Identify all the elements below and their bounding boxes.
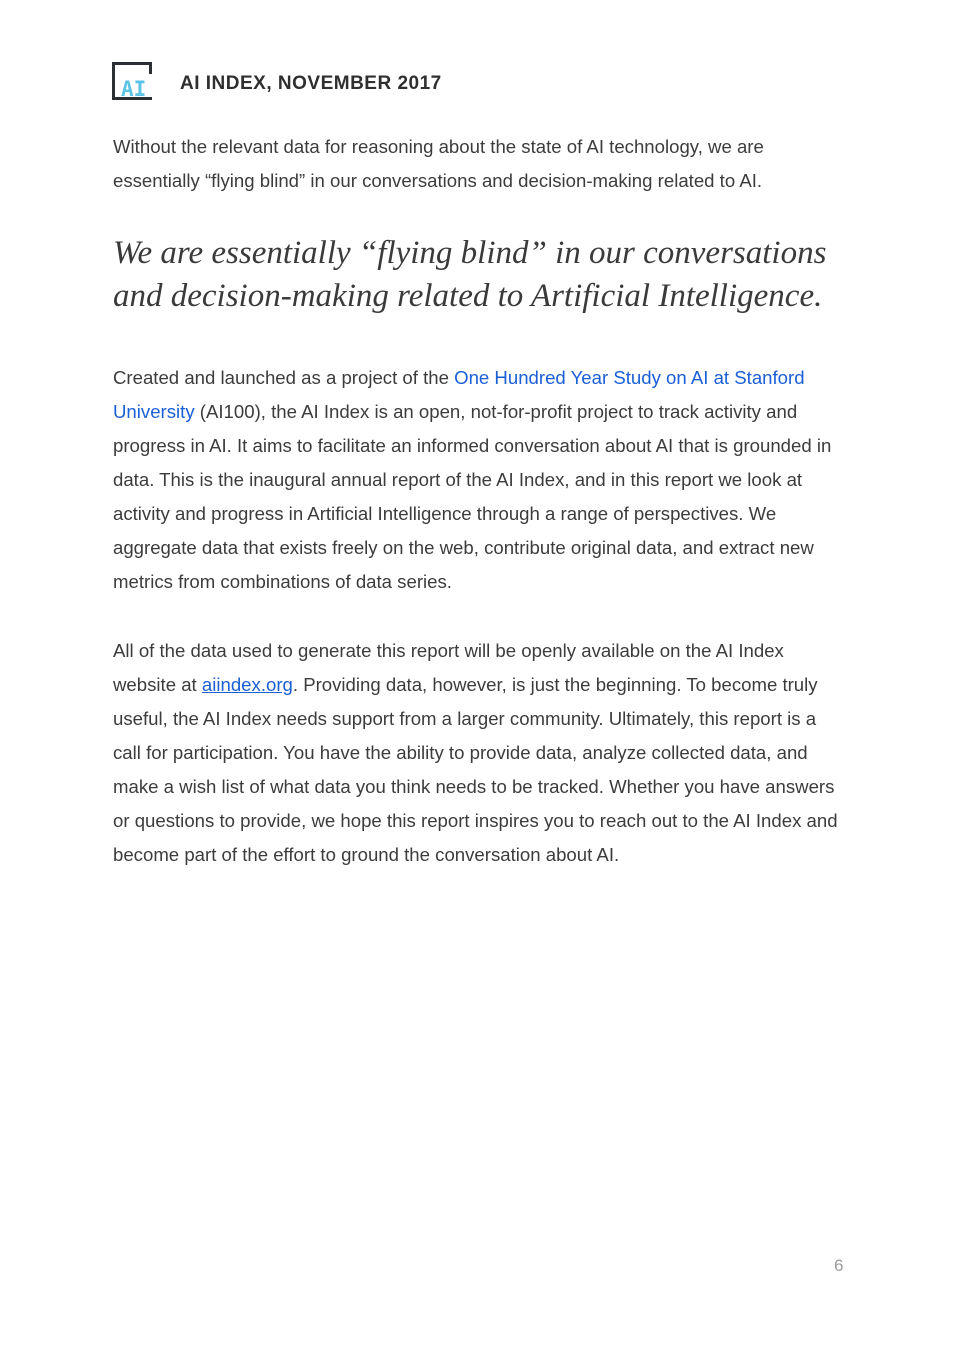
body-paragraph-ai100 [113,361,848,599]
logo-frame-corner [149,62,152,74]
paragraph-text: All of the data used to generate this report will be openly available on the AI Index website at [113,640,784,695]
paragraph-text: (AI100), the AI Index is an open, not-for-profit project to track activity and progress in AI. It aims to facilitate an informed conversation about AI that is grounded in data. This is the inaugural annual report of the AI Index, and in this report we look at activity and progress in Artificial Intelligence through a range of perspectives. We aggregate data that exists freely on the web, contribute original data, and extract new metrics from combinations of data series. [113,401,832,592]
aiindex-website-link[interactable]: aiindex.org [201,674,293,695]
body-paragraph-participation [113,634,848,872]
pull-quote: We are essentially “flying blind” in our conversations and decision-making related to Artificial Intelligence. [113,235,827,314]
intro-paragraph: Without the relevant data for reasoning about the state of AI technology, we are essentially “flying blind” in our conversations and decision-making related to AI. [113,136,764,191]
ai-index-logo [112,62,154,102]
page-number: 6 [834,1256,844,1275]
ai100-study-link[interactable]: One Hundred Year Study on AI at Stanford University [113,367,805,422]
report-title: AI INDEX, NOVEMBER 2017 [180,73,442,94]
page-header [112,62,442,102]
logo-letters: AI [121,77,147,101]
paragraph-text: . Providing data, however, is just the beginning. To become truly useful, the AI Index needs support from a larger community. Ultimately, this report is a call for participation. You have the ability to provide data, analyze collected data, and make a wish list of what data you think needs to be tracked. Whether you have answers or questions to provide, we hope this report inspires you to reach out to the AI Index and become part of the effort to ground the conversation about AI. [113,674,838,865]
paragraph-text: Created and launched as a project of the [113,367,455,388]
